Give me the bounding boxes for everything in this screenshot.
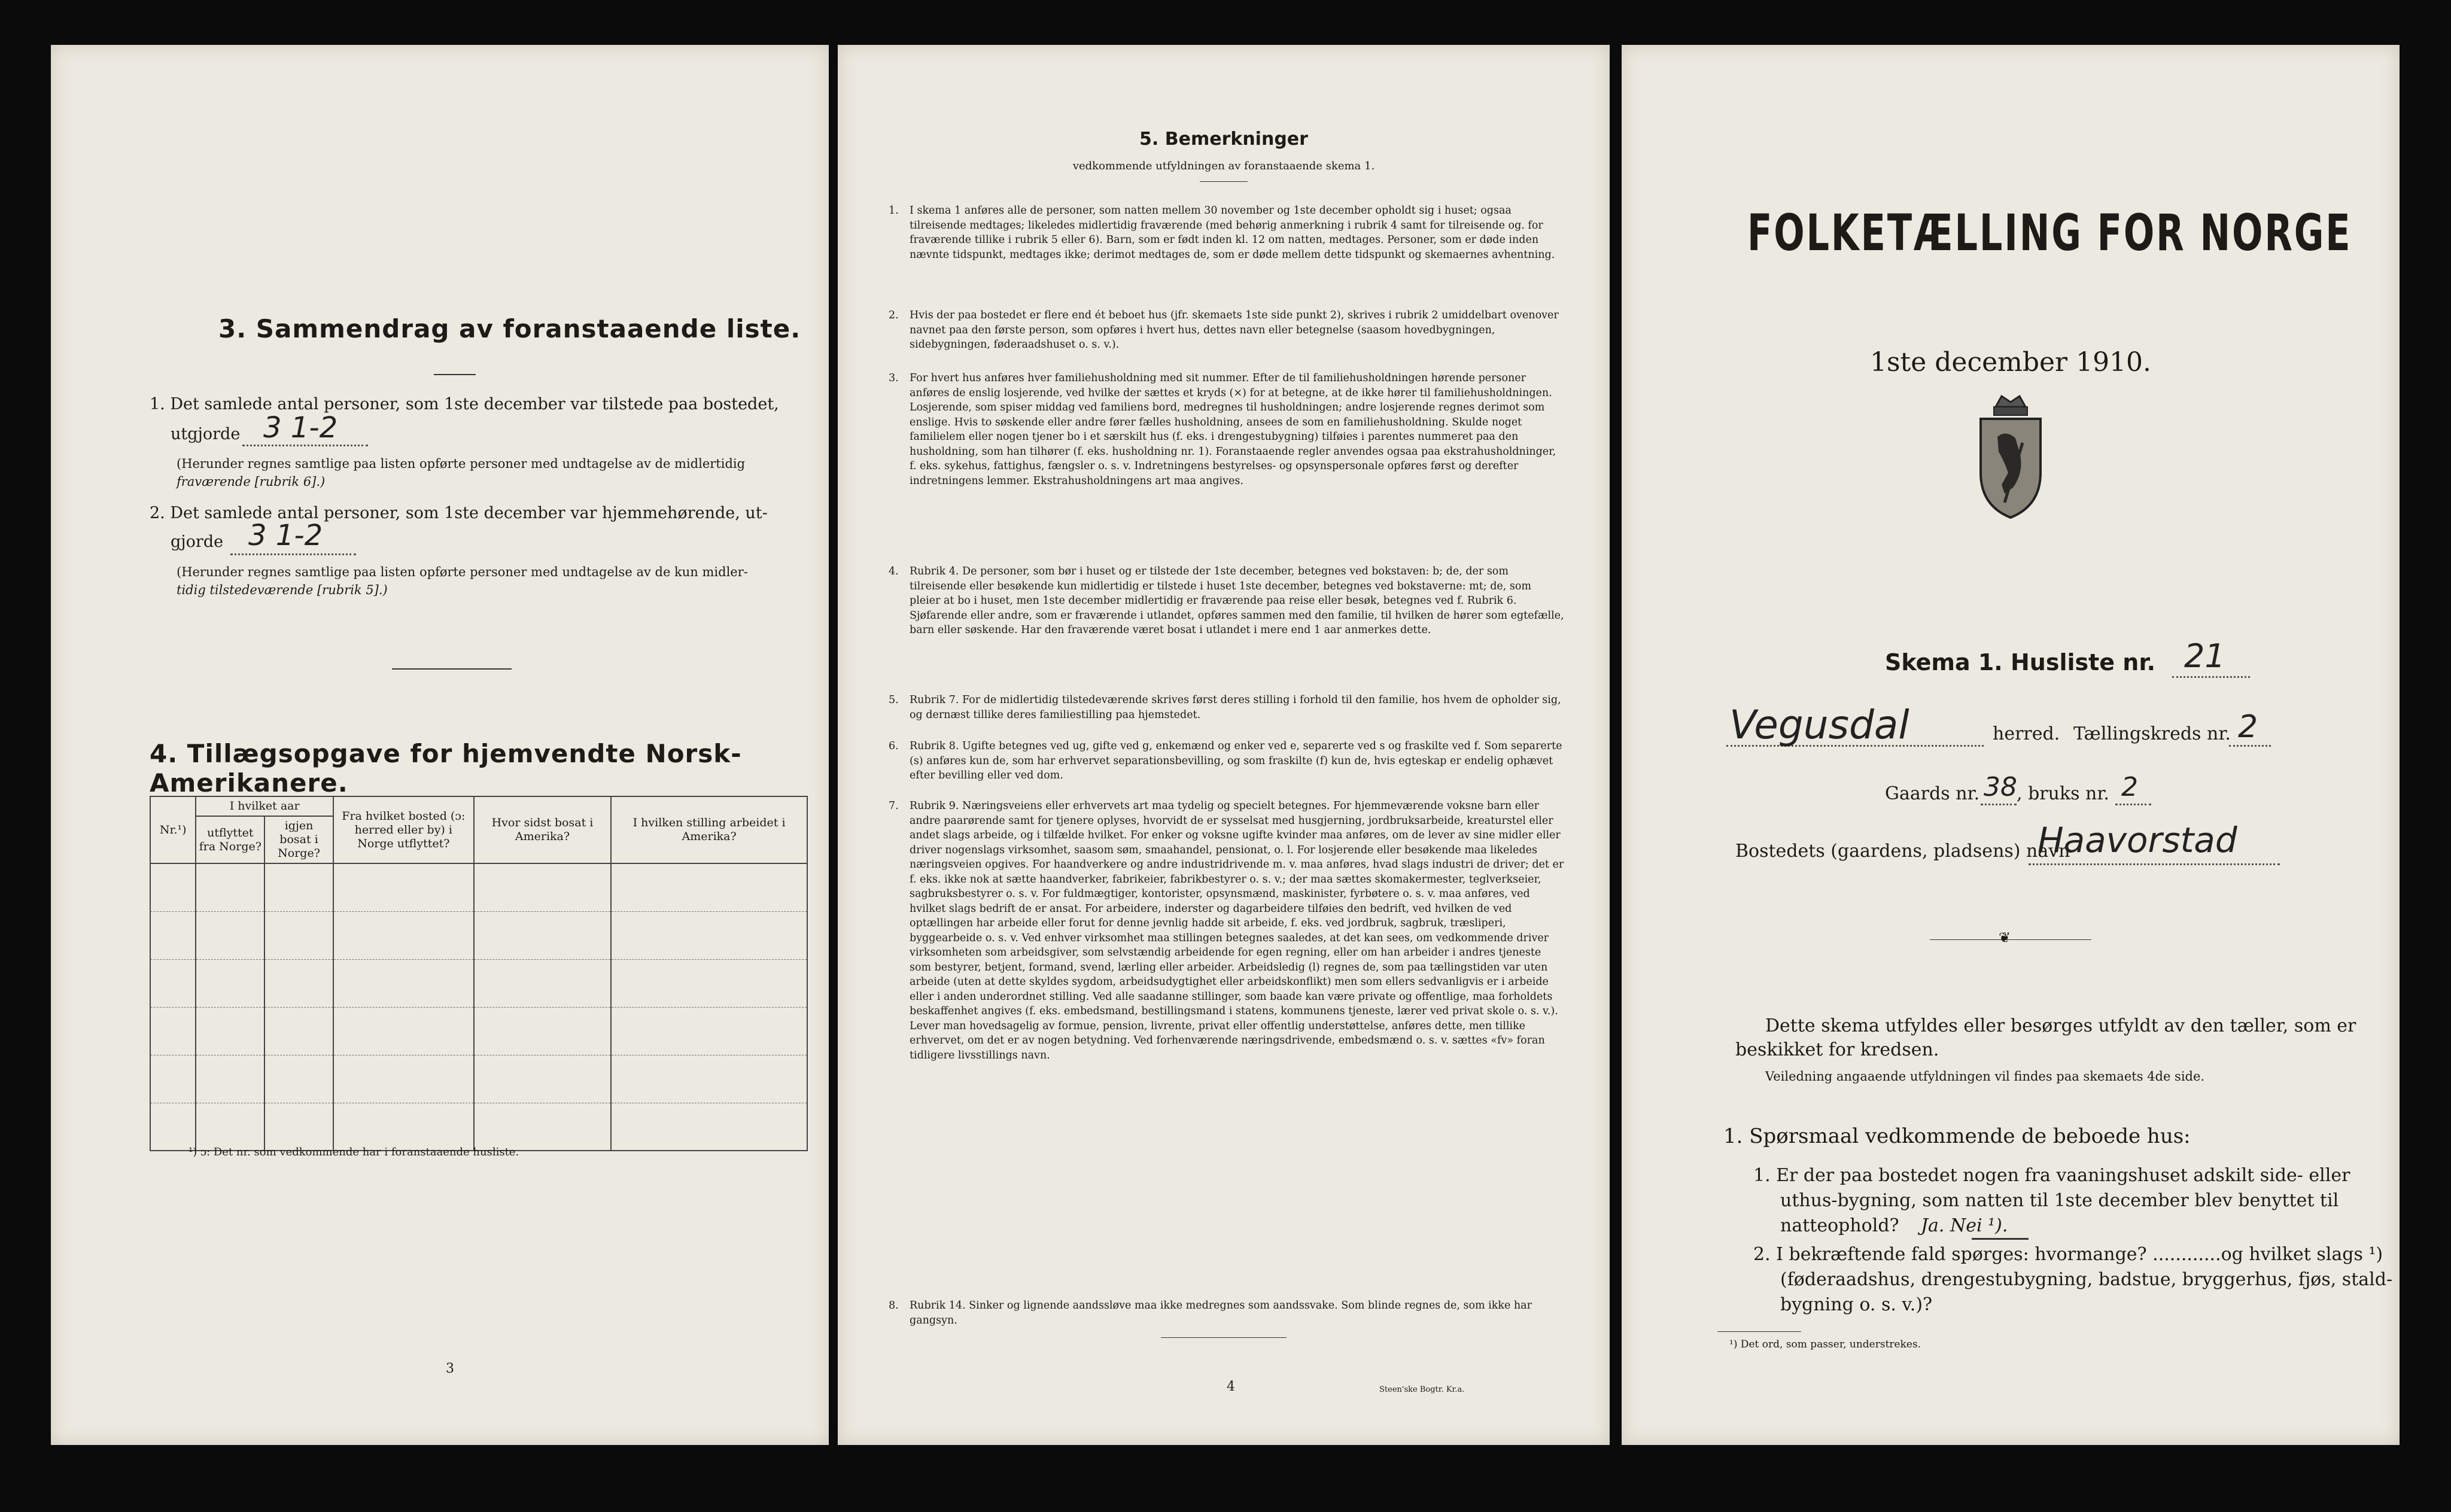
- q2-label: gjorde: [171, 533, 224, 551]
- ornament-icon: ❦: [1999, 929, 2011, 946]
- divider: [434, 374, 476, 375]
- col-from-where: Fra hvilket bosted (ɔ: herred eller by) i Norge utflyttet?: [333, 796, 474, 863]
- q1-note-2: fraværende [rubrik 6].): [177, 474, 326, 489]
- col-returned: igjen bosat i Norge?: [264, 816, 333, 863]
- intro-line-2: beskikket for kredsen.: [1735, 1039, 1939, 1060]
- col-group: I hvilket aar: [196, 796, 333, 816]
- page-number: 4: [1227, 1379, 1235, 1394]
- census-date: 1ste december 1910.: [1869, 347, 2152, 378]
- intro-small: Veiledning angaaende utfyldningen vil findes paa skemaets 4de side.: [1765, 1069, 2205, 1084]
- q2-line-3: bygning o. s. v.)?: [1780, 1294, 1933, 1315]
- coat-of-arms-icon: [1969, 389, 2052, 521]
- table-row: [150, 863, 807, 911]
- remark-4: 4. Rubrik 4. De personer, som bør i huset og er tilstede der 1ste december, betegnes ved bokstaven: b; de, der som tilreisende eller besøkende kun midlertidig er tilstede i huset 1ste december, betegnes ved bokstaverne: mt; de, som pleier at bo i huset, men 1ste december midlertidig er fraværende paa reise eller besøk, betegnes ved f. Rubrik 6. Sjøfarende eller andre, som er fraværende i utlandet, opføres sammen med den familie, til hvilken de hører som egtefælle, barn eller søskende. Har den fraværende været bosat i utlandet i mere end 1 aar anmerkes dette.: [889, 565, 1564, 636]
- gaard-dotline: [1981, 804, 2017, 805]
- q2-line-2: (føderaadshus, drengestubygning, badstue, bryggerhus, fjøs, stald-: [1780, 1269, 2393, 1290]
- page-middle: [838, 45, 1610, 1445]
- answer-underline: [1972, 1238, 2029, 1240]
- q2-note: (Herunder regnes samtlige paa listen opførte personer med undtagelse av de kun midler-: [177, 565, 748, 579]
- bruks-handwritten-value: 2: [2121, 772, 2138, 802]
- q2-line-1: 2. I bekræftende fald spørges: hvormange? ............og hvilket slags ¹): [1753, 1244, 2383, 1265]
- herred-label: herred.: [1993, 723, 2060, 744]
- q1-label: utgjorde: [171, 425, 241, 443]
- remark-8: 8. Rubrik 14. Sinker og lignende aandssløve maa ikke medregnes som aandssvake. Som blinde regnes de, som ikke har gangsyn.: [889, 1300, 1532, 1327]
- remark-5: 5. Rubrik 7. For de midlertidig tilstedeværende skrives først deres stilling i forhold til den familie, hos hvem de opholder sig, og dernæst tillike deres familiestilling paa hjemstedet.: [889, 694, 1561, 721]
- table-row: [150, 1055, 807, 1103]
- herred-handwritten-value: Vegusdal: [1729, 702, 1909, 748]
- norsk-amerikanere-table: [150, 796, 808, 1151]
- table-row: [150, 959, 807, 1007]
- table-row: [150, 911, 807, 959]
- divider: [1161, 1337, 1287, 1338]
- schema-dotline: [2172, 676, 2250, 678]
- q1-handwritten-value: 3 1-2: [263, 411, 338, 445]
- remarks-title: 5. Bemerkninger: [1139, 129, 1308, 150]
- schema-handwritten-value: 21: [2184, 637, 2225, 675]
- q2-handwritten-value: 3 1-2: [248, 519, 323, 552]
- divider: [392, 668, 512, 670]
- bosted-dotline: [2029, 863, 2280, 865]
- q1-line-1: 1. Er der paa bostedet nogen fra vaaningshuset adskilt side- eller: [1753, 1165, 2350, 1186]
- table-footnote: ¹) ɔ: Det nr. som vedkommende har i foranstaaende husliste.: [188, 1146, 519, 1158]
- divider: [1200, 181, 1248, 182]
- census-title: FOLKETÆLLING FOR NORGE: [1747, 203, 2352, 262]
- bosted-label: Bostedets (gaardens, pladsens) navn: [1735, 841, 2070, 862]
- page-right: [1622, 45, 2400, 1445]
- table-row: [150, 1007, 807, 1055]
- printer-credit: Steen'ske Bogtr. Kr.a.: [1379, 1385, 1465, 1394]
- questions-title: 1. Spørsmaal vedkommende de beboede hus:: [1723, 1124, 2191, 1148]
- q1-dotline: [242, 445, 368, 446]
- q1-line-2: uthus-bygning, som natten til 1ste december blev benyttet til: [1780, 1190, 2339, 1211]
- page3-footnote: ¹) Det ord, som passer, understrekes.: [1729, 1338, 1921, 1350]
- page-number: 3: [446, 1361, 454, 1376]
- q2-note-2: tidig tilstedeværende [rubrik 5].): [177, 583, 388, 597]
- bruks-label: , bruks nr.: [2017, 783, 2109, 804]
- col-nr: Nr.¹): [150, 796, 196, 863]
- gaard-handwritten-value: 38: [1984, 772, 2017, 802]
- gaard-label: Gaards nr.: [1885, 783, 1980, 804]
- col-position: I hvilken stilling arbeidet i Amerika?: [611, 796, 807, 863]
- page-left: [51, 45, 829, 1445]
- remarks-subtitle: vedkommende utfyldningen av foranstaaende skema 1.: [1072, 160, 1375, 172]
- table-row: [150, 1103, 807, 1151]
- remark-2: 2. Hvis der paa bostedet er flere end ét beboet hus (jfr. skemaets 1ste side punkt 2), skrives i rubrik 2 umiddelbart ovenover navnet paa den første person, som opføres i hvert hus, dettes navn eller betegnelse (saasom hovedbygningen, sidebygningen, føderaadshuset o. s. v.).: [889, 309, 1559, 351]
- section-3-title: 3. Sammendrag av foranstaaende liste.: [218, 314, 801, 343]
- remark-6: 6. Rubrik 8. Ugifte betegnes ved ug, gifte ved g, enkemænd og enker ved e, separerte ved s og fraskilte ved f. Som separerte (s) anføres kun de, som har erhvervet separationsbevilling, og som fraskilte (f) kun de, hvis egteskap er endelig ophævet efter bevilling eller ved dom.: [889, 740, 1562, 781]
- remark-1: 1. I skema 1 anføres alle de personer, som natten mellem 30 november og 1ste december opholdt sig i huset; ogsaa tilreisende medtages; likeledes midlertidig fraværende (med behørig anmerkning i rubrik 4 samt for tilreisende og. for fraværende tillike i rubrik 5 eller 6). Barn, som er født inden kl. 12 om natten, medtages. Personer, som er døde inden nævnte tidspunkt, medtages ikke; derimot medtages de, som er døde mellem dette tidspunkt og skemaernes avhentning.: [889, 205, 1555, 261]
- schema-label: Skema 1. Husliste nr.: [1885, 649, 2156, 676]
- kreds-handwritten-value: 2: [2238, 709, 2258, 745]
- q2-dotline: [230, 553, 356, 555]
- intro-line-1: Dette skema utfyldes eller besørges utfyldt av den tæller, som er: [1765, 1015, 2356, 1036]
- q1-note: (Herunder regnes samtlige paa listen opførte personer med undtagelse av de midlertidig: [177, 457, 746, 471]
- col-emigrated: utflyttet fra Norge?: [196, 816, 264, 863]
- q1-line-3: natteophold?: [1780, 1215, 1899, 1236]
- remark-7: 7. Rubrik 9. Næringsveiens eller erhvervets art maa tydelig og specielt betegnes. For hjemmeværende voksne barn eller andre paarørende samt for tjenere oplyses, hvorvidt de er sysselsat med husgjerning, jordbruksarbeide, kreaturstel eller andet slags arbeide, og i tilfælde hvilket. For enker og voksne ugifte kvinder maa anføres, om de lever av sine midler eller driver nogenslags virksomhet, saasom søm, smaahandel, pensionat, o. l. For losjerende eller besøkende maa likeledes næringsveien opgives. For haandverkere og andre industridrivende m. v. maa anføres, hvad slags industri de driver; det er f. eks. ikke nok at sætte haandverker, fabrikeier, fabrikbestyrer o. s. v.; der maa sættes skomakermester, teglverkseier, sagbruksbestyrer o. s. v. For fuldmægtiger, kontorister, opsynsmænd, maskinister, fyrbøtere o. s. v. maa anføres, ved hvilket slags bedrift de er ansat. For arbeidere, inderster og dagarbeidere tilføies den bedrift, ved hvilken de ved optællingen har arbeide eller forut for denne jevnlig hadde sit arbeide, f. eks. ved jordbruk, sagbruk, træsliperi, byggearbeide o. s. v. Ved enhver virksomhet maa stillingen betegnes saaledes, at det kan sees, om vedkommende driver virksomheten som arbeidsgiver, som selvstændig arbeidende for egen regning, eller om han arbeider i andres tjeneste som bestyrer, betjent, formand, svend, lærling eller arbeider. Arbeidsledig (l) regnes de, som paa tællingstiden var uten arbeide (uten at dette skyldes sygdom, arbeidsudygtighet eller arbeidskonflikt) men som ellers sedvanligvis er i arbeide eller i anden underordnet stilling. Ved alle saadanne stillinger, som baade kan være private og offentlige, maa forholdets beskaffenhet angives (f. eks. embedsmand, bestillingsmand i statens, kommunens tjeneste, lærer ved privat skole o. s. v.). Lever man hovedsagelig av formue, pension, livrente, privat eller offentlig understøttelse, anføres dette, men tillike erhvervet, om det er av nogen betydning. Ved forhenværende næringsdrivende, embedsmænd o. s. v. sættes «fv» foran tidligere livsstillings navn.: [889, 800, 1564, 1061]
- bosted-handwritten-value: Haavorstad: [2038, 820, 2237, 860]
- q1-text: 1. Det samlede antal personer, som 1ste december var tilstede paa bostedet,: [150, 395, 779, 413]
- q2-text: 2. Det samlede antal personer, som 1ste december var hjemmehørende, ut-: [150, 504, 768, 522]
- kreds-dotline: [2229, 745, 2271, 747]
- section-4-title: 4. Tillægsopgave for hjemvendte Norsk-Amerikanere.: [150, 739, 742, 798]
- bruks-dotline: [2115, 804, 2151, 805]
- remark-3: 3. For hvert hus anføres hver familiehusholdning med sit nummer. Efter de til familiehusholdningen hørende personer anføres de enslig losjerende, ved hvilke der sættes et kryds (×) for at betegne, at de ikke hører til familiehusholdningen. Losjerende, som spiser middag ved familiens bord, medregnes til husholdningen; andre losjerende regnes derimot som enslige. Hvis to søskende eller andre fører fælles husholdning, ansees de som en familiehusholdning. Skulde noget familielem eller nogen tjener bo i et særskilt hus (f. eks. i drengestubygning) tilføies i parentes nummeret paa den husholdning, som han tilhører (f. eks. husholdning nr. 1). Foranstaaende regler anvendes ogsaa paa ekstrahusholdninger, f. eks. sykehus, fattighus, fængsler o. s. v. Indretningens bestyrelses- og opsynspersonale opføres først og derefter indretningens lemmer. Ekstrahusholdningens art maa angives.: [889, 372, 1556, 487]
- q1-answer: Ja. Nei ¹).: [1921, 1215, 2008, 1236]
- kreds-label: Tællingskreds nr.: [2073, 723, 2231, 744]
- divider: [1717, 1331, 1801, 1332]
- col-last-residence: Hvor sidst bosat i Amerika?: [474, 796, 611, 863]
